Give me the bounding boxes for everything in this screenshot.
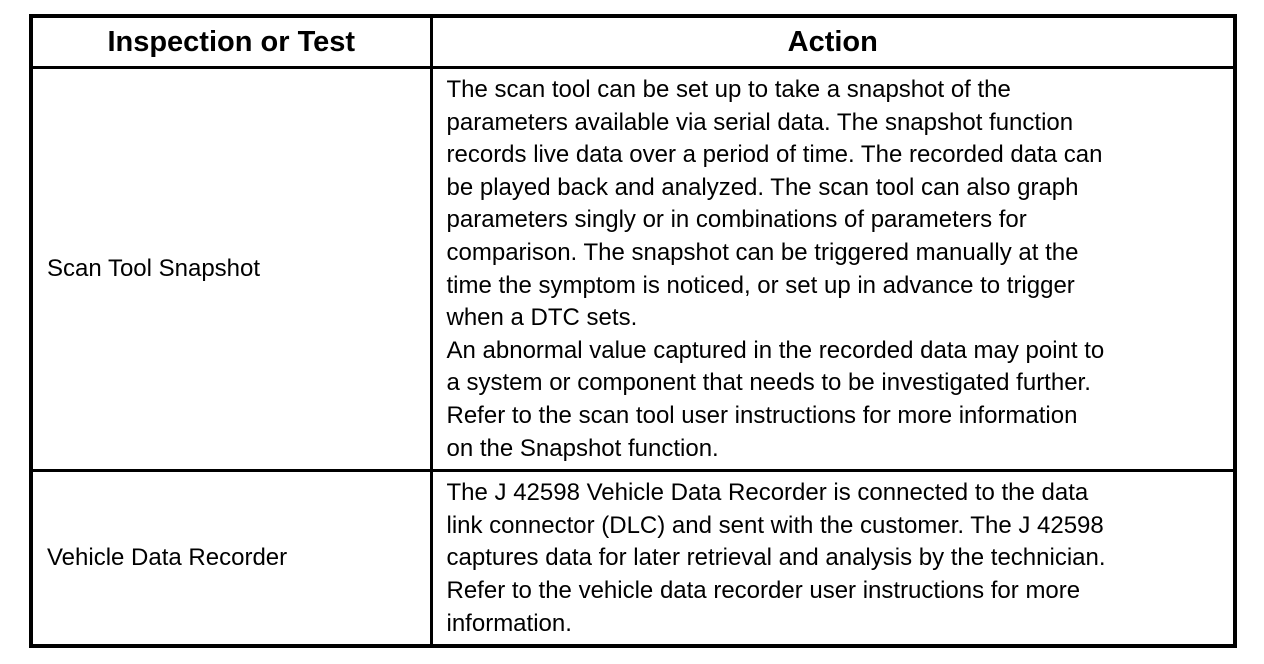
row-test-scan-tool-snapshot: Scan Tool Snapshot xyxy=(31,68,431,471)
table-row xyxy=(31,471,1235,646)
action-line: time the symptom is noticed, or set up in advance to trigger xyxy=(446,271,1075,299)
table-header-row xyxy=(31,16,1235,68)
action-line: parameters available via serial data. The snapshot function xyxy=(446,108,1074,136)
row-action-scan-tool-snapshot xyxy=(431,68,1235,471)
action-line: The scan tool can be set up to take a snapshot of the xyxy=(446,76,1011,103)
action-line: An abnormal value captured in the recorded data may point to xyxy=(446,336,1105,364)
action-line: parameters singly or in combinations of parameters for xyxy=(446,206,1027,234)
action-line: be played back and analyzed. The scan tool can also graph xyxy=(446,173,1079,201)
header-inspection-or-test: Inspection or Test xyxy=(31,16,431,68)
action-line: when a DTC sets. xyxy=(446,304,638,332)
header-action: Action xyxy=(431,16,1235,68)
action-line: The J 42598 Vehicle Data Recorder is connected to the data xyxy=(446,479,1089,507)
action-line: Refer to the scan tool user instructions for more information xyxy=(446,401,1078,429)
action-line: Refer to the vehicle data recorder user instructions for more xyxy=(446,576,1081,604)
action-line: on the Snapshot function. xyxy=(446,434,719,462)
action-line: information. xyxy=(446,609,572,637)
diagnostic-aids-table xyxy=(29,14,1237,648)
action-line: captures data for later retrieval and analysis by the technician. xyxy=(446,544,1106,572)
table-row xyxy=(31,68,1235,471)
action-line: comparison. The snapshot can be triggered manually at the xyxy=(446,238,1079,266)
action-line: a system or component that needs to be investigated further. xyxy=(446,369,1091,397)
row-action-vehicle-data-recorder xyxy=(431,471,1235,646)
row-test-vehicle-data-recorder: Vehicle Data Recorder xyxy=(31,471,431,646)
action-line: link connector (DLC) and sent with the customer. The J 42598 xyxy=(446,511,1104,539)
action-line: records live data over a period of time. The recorded data can xyxy=(446,141,1103,169)
